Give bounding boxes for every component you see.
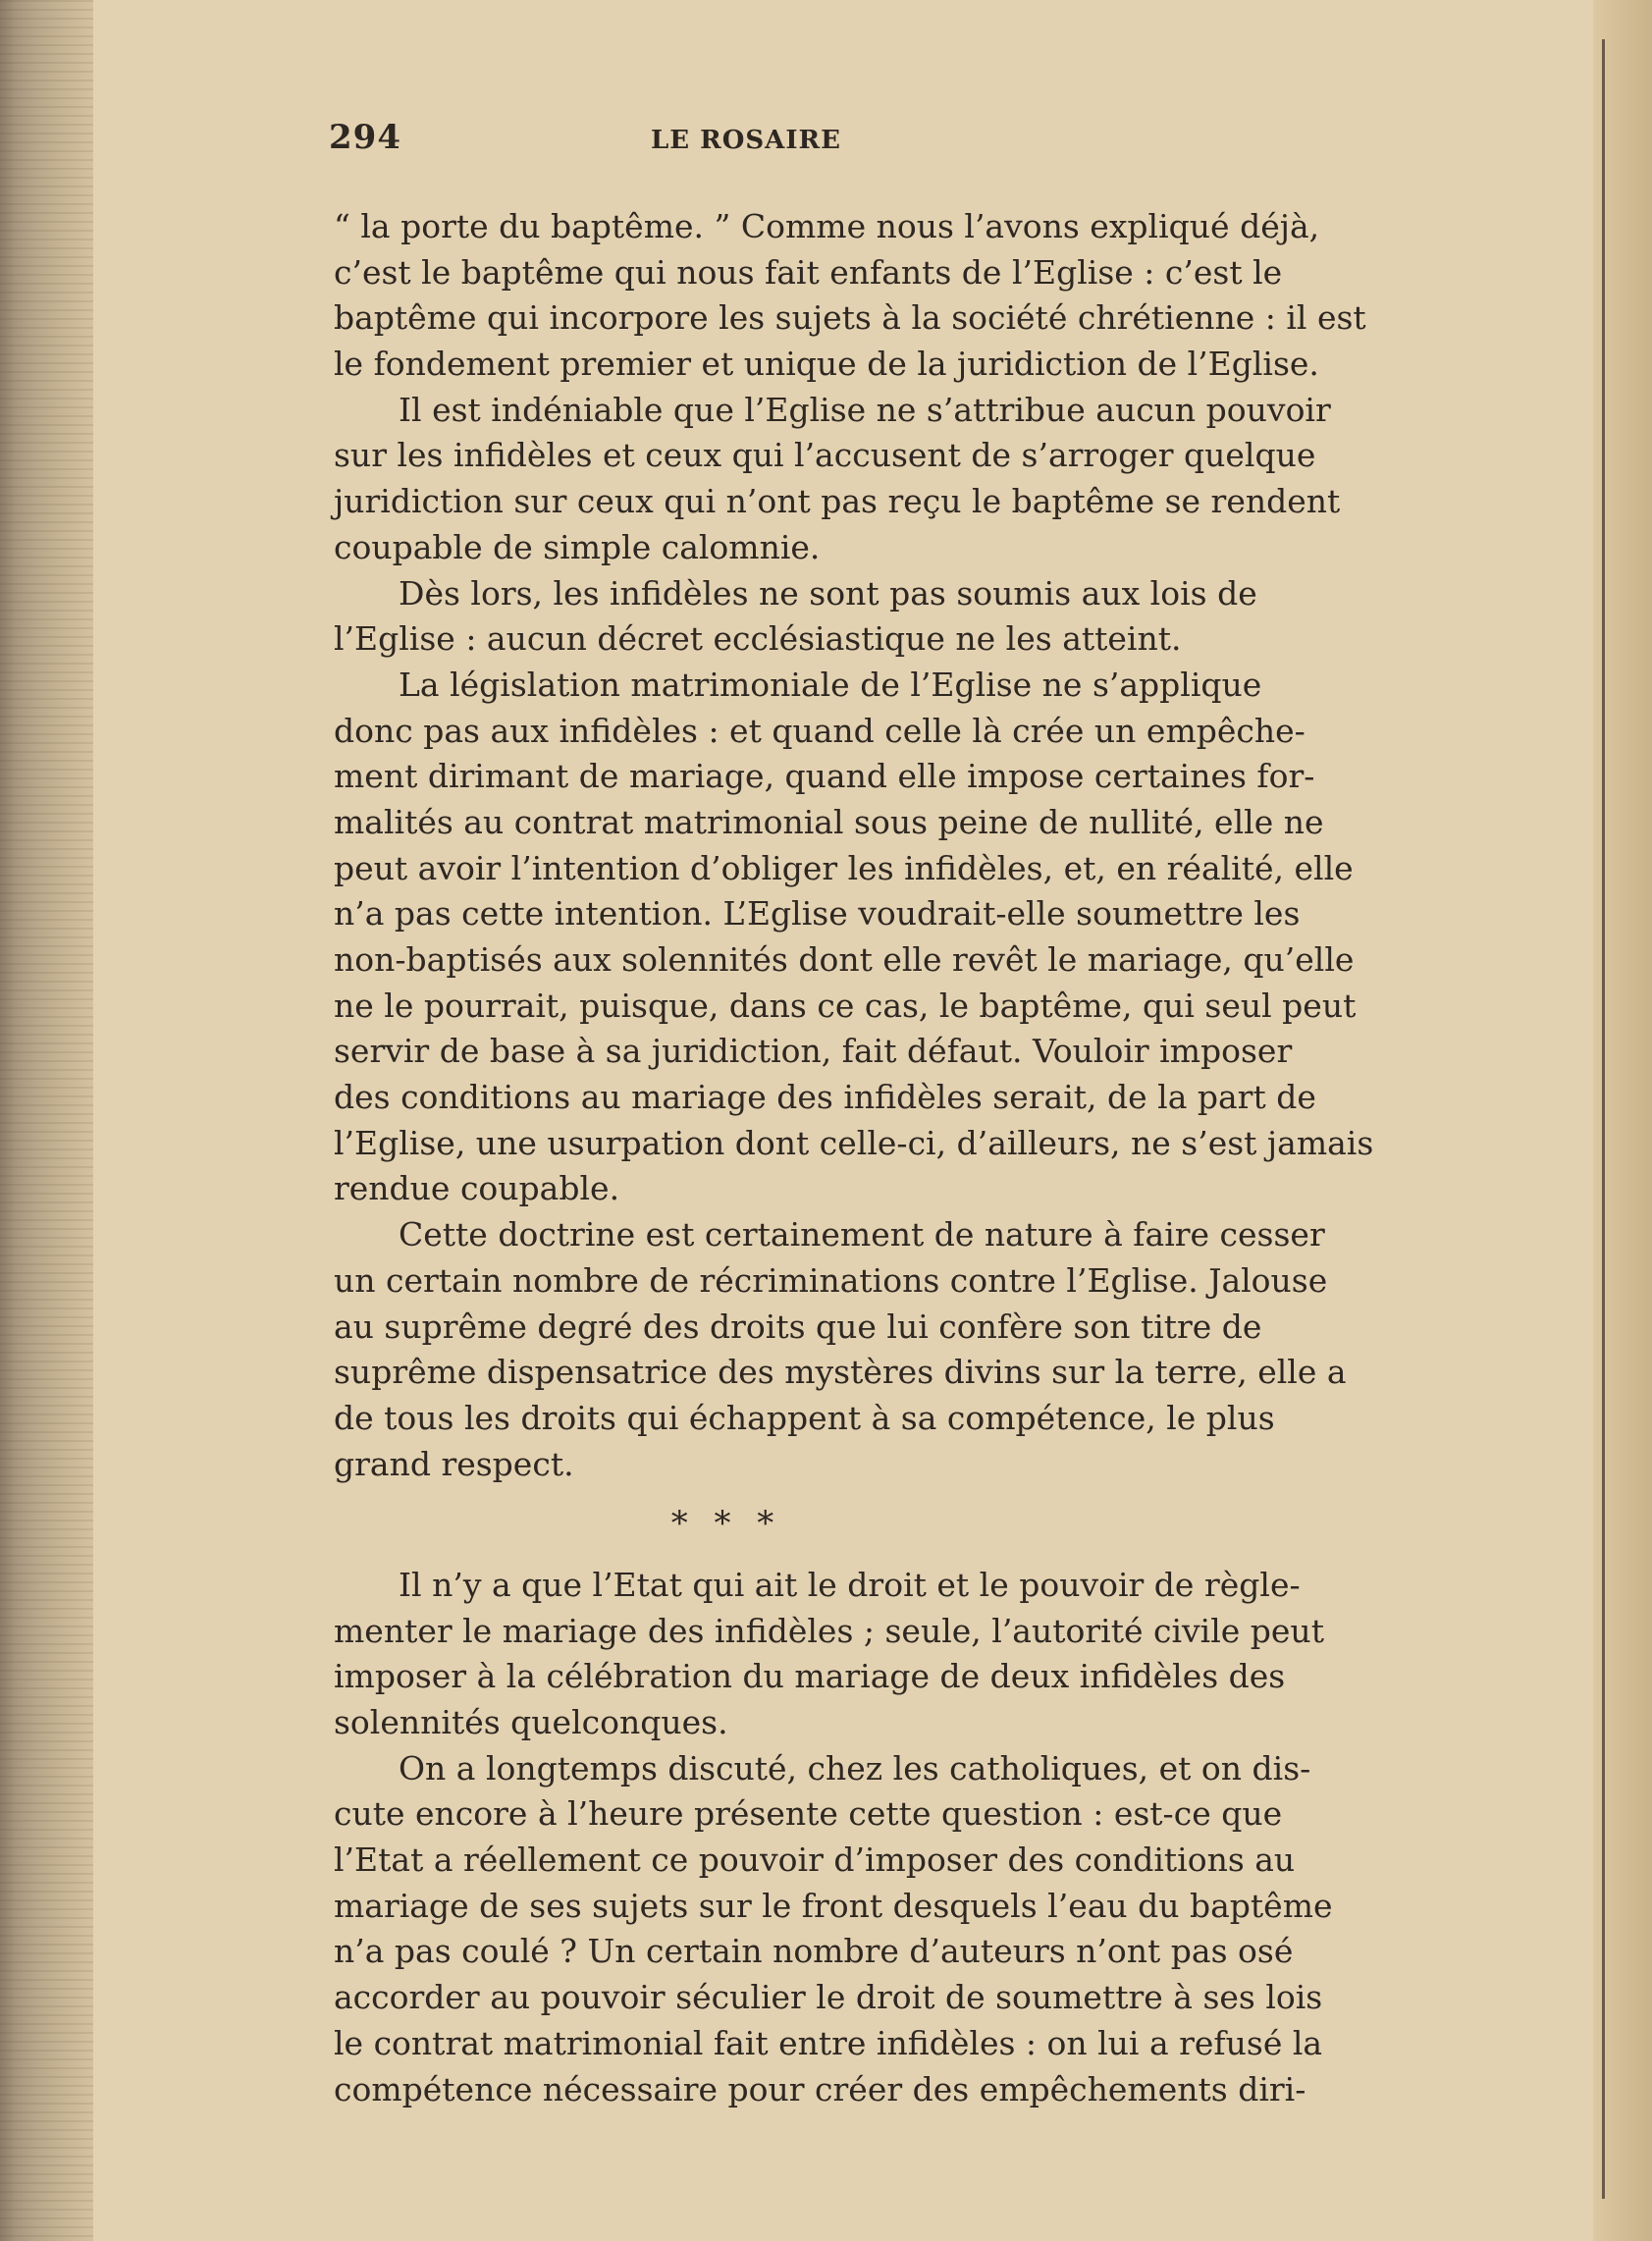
text-line: servir de base à sa juridiction, fait défaut. Vouloir imposer (334, 1032, 1293, 1071)
text-line: La législation matrimoniale de l’Eglise ne s’applique (399, 665, 1262, 704)
text-line: le contrat matrimonial fait entre infidèles : on lui a refusé la (334, 2023, 1323, 2062)
text-line: l’Etat a réellement ce pouvoir d’imposer des conditions au (334, 1841, 1296, 1880)
text-line: solennités quelconques. (334, 1703, 728, 1741)
text-line: sur les infidèles et ceux qui l’accusent de s’arroger quelque (334, 436, 1316, 475)
text-line: rendue coupable. (334, 1169, 620, 1208)
text-line: c’est le baptême qui nous fait enfants de l’Eglise : c’est le (334, 252, 1283, 292)
text-line: au suprême degré des droits que lui confère son titre de (334, 1307, 1262, 1346)
text-line: Cette doctrine est certainement de nature à faire cesser (399, 1215, 1325, 1254)
section-separator: * * * (670, 1504, 782, 1544)
text-line: ne le pourrait, puisque, dans ce cas, le baptême, qui seul peut (334, 986, 1357, 1025)
text-line: donc pas aux infidèles : et quand celle là crée un empêche- (334, 711, 1306, 750)
page-body (334, 204, 1374, 2112)
book-binding-edge (0, 0, 93, 2241)
text-line: le fondement premier et unique de la juridiction de l’Eglise. (334, 345, 1319, 384)
page-margin-line (1602, 39, 1605, 2199)
text-line: mariage de ses sujets sur le front desquels l’eau du baptême (334, 1886, 1333, 1925)
text-line: baptême qui incorpore les sujets à la société chrétienne : il est (334, 298, 1366, 338)
text-line: coupable de simple calomnie. (334, 527, 821, 566)
text-line: l’Eglise : aucun décret ecclésiastique ne les atteint. (334, 619, 1182, 659)
page-header (329, 118, 1122, 161)
text-line: juridiction sur ceux qui n’ont pas reçu le baptême se rendent (334, 482, 1341, 521)
running-head: LE ROSAIRE (651, 126, 841, 155)
text-line: l’Eglise, une usurpation dont celle-ci, d’ailleurs, ne s’est jamais (334, 1123, 1374, 1162)
text-line: cute encore à l’heure présente cette question : est-ce que (334, 1794, 1283, 1834)
text-line: Il n’y a que l’Etat qui ait le droit et le pouvoir de règle- (399, 1565, 1301, 1604)
text-line: imposer à la célébration du mariage de deux infidèles des (334, 1657, 1286, 1696)
text-line: Dès lors, les infidèles ne sont pas soumis aux lois de (399, 573, 1257, 613)
text-line: menter le mariage des infidèles ; seule, l’autorité civile peut (334, 1611, 1324, 1650)
text-line: compétence nécessaire pour créer des empêchements diri- (334, 2069, 1306, 2108)
text-line: “ la porte du baptême. ” Comme nous l’avons expliqué déjà, (334, 207, 1320, 245)
text-line: de tous les droits qui échappent à sa compétence, le plus (334, 1398, 1275, 1437)
text-line: peut avoir l’intention d’obliger les infidèles, et, en réalité, elle (334, 848, 1354, 887)
text-line: un certain nombre de récriminations contre l’Eglise. Jalouse (334, 1260, 1328, 1300)
text-line: accorder au pouvoir séculier le droit de soumettre à ses lois (334, 1978, 1323, 2017)
text-line: malités au contrat matrimonial sous peine de nullité, elle ne (334, 802, 1324, 841)
text-line: non-baptisés aux solennités dont elle revêt le mariage, qu’elle (334, 940, 1355, 979)
text-line: grand respect. (334, 1444, 574, 1483)
text-line: ment dirimant de mariage, quand elle impose certaines for- (334, 757, 1315, 796)
text-line: Il est indéniable que l’Eglise ne s’attribue aucun pouvoir (399, 390, 1331, 429)
text-line: des conditions au mariage des infidèles serait, de la part de (334, 1078, 1316, 1117)
book-page (93, 0, 1593, 2241)
text-line: n’a pas cette intention. L’Eglise voudrait-elle soumettre les (334, 894, 1301, 934)
text-line: suprême dispensatrice des mystères divins sur la terre, elle a (334, 1353, 1347, 1392)
text-line: On a longtemps discuté, chez les catholiques, et on dis- (399, 1748, 1311, 1787)
text-line: n’a pas coulé ? Un certain nombre d’auteurs n’ont pas osé (334, 1932, 1294, 1971)
page-number: 294 (329, 118, 401, 157)
